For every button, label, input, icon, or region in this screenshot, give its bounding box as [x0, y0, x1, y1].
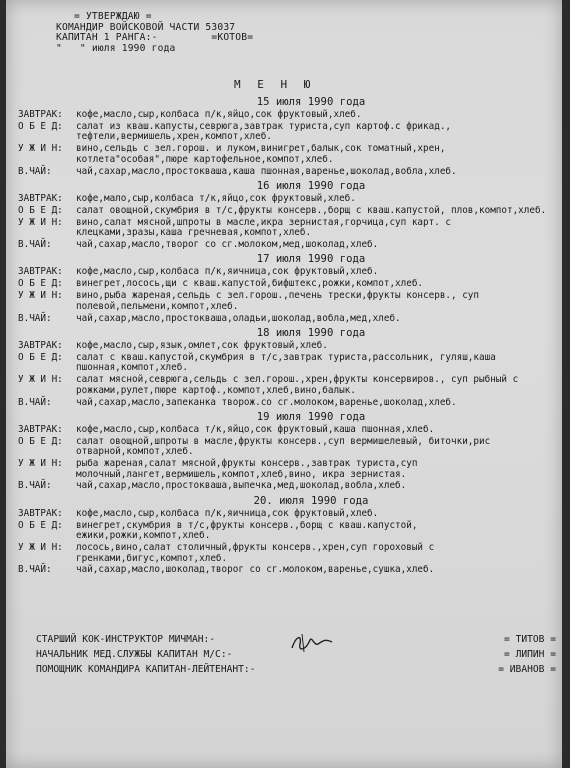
meal-row	[18, 425, 554, 435]
meal-row	[18, 521, 554, 542]
meal-label: О Б Е Д:	[18, 278, 63, 290]
meal-row	[18, 481, 554, 491]
meal-items: чай,сахар,масло,запеканка творож.со сг.молоком,варенье,шоколад,хлеб.	[76, 396, 457, 408]
signatory-name: = ЛИПИН =	[504, 649, 556, 660]
meal-label: В.ЧАЙ:	[18, 396, 52, 408]
meal-label: ЗАВТРАК:	[18, 423, 63, 435]
commander-line: КОМАНДИР ВОЙСКОВОЙ ЧАСТИ 53037	[56, 21, 236, 33]
signatory-name: = ИВАНОВ =	[498, 664, 556, 675]
meal-row	[18, 398, 554, 408]
meal-label: В.ЧАЙ:	[18, 480, 52, 492]
meal-items: кофе,масло,сыр,колбаса п/к,яйцо,сок фруктовый,хлеб.	[76, 109, 362, 120]
meal-items: вино,салат мясной,шпроты в масле,икра зернистая,горчица,суп карт. с клецками,зразы,каша гречневая,компот,хлеб.	[76, 216, 452, 239]
meal-label: ЗАВТРАК:	[18, 109, 63, 120]
meal-label: О Б Е Д:	[18, 120, 63, 132]
menu-title: М Е Н Ю	[234, 78, 316, 91]
day-date: 19 июля 1990 года	[256, 410, 366, 423]
meal-label: О Б Е Д:	[18, 204, 63, 216]
meal-label: В.ЧАЙ:	[18, 165, 52, 177]
meal-row	[18, 267, 554, 277]
meal-items: кофе,масло,сыр,колбаса п/к,яичница,сок фруктовый,хлеб.	[76, 266, 379, 278]
meal-row	[18, 375, 554, 396]
meal-row	[18, 543, 554, 564]
meal-row	[18, 341, 554, 351]
day-date: 15 июля 1990 года	[256, 96, 366, 108]
meal-items: салат мясной,севрюга,сельдь с зел.горош.,хрен,фрукты консервиров., суп рыбный с рожками,рулет,пюре картоф.,компот,хлеб,вино,балык.	[76, 374, 519, 396]
meal-row	[18, 144, 554, 165]
rank-line: КАПИТАН 1 РАНГА:- =КОТОВ=	[56, 32, 254, 43]
meal-row	[18, 110, 554, 120]
meal-items: вино,сельдь с зел.горош. и луком,винигрет,балык,сок томатный,хрен, котлета"особая",пюре картофельное,компот,хлеб.	[76, 143, 446, 165]
meal-label: О Б Е Д:	[18, 351, 63, 363]
meal-items: лосось,вино,салат столичный,фрукты консерв.,хрен,суп гороховый с гренками,бигус,компот,хлеб.	[76, 542, 435, 564]
meal-items: чай,сахар,масло,простокваша,оладьи,шоколад,вобла,мед,хлеб.	[76, 312, 401, 324]
approval-date: " " июля 1990 года	[56, 42, 176, 54]
meal-label: У Ж И Н:	[18, 143, 63, 155]
meal-label: В.ЧАЙ:	[18, 239, 52, 251]
meal-items: вино,рыба жареная,сельдь с зел.горош.,печень трески,фрукты консерв., суп полевой,пельмени,компот,хлеб.	[76, 290, 479, 312]
signatory-title: ПОМОЩНИК КОМАНДИРА КАПИТАН-ЛЕЙТЕНАНТ:-	[36, 664, 256, 675]
meal-row	[18, 240, 554, 250]
day-date: 16 июля 1990 года	[256, 179, 366, 192]
meal-row	[18, 353, 554, 374]
meal-label: У Ж И Н:	[18, 374, 63, 386]
meal-items: рыба жареная,салат мясной,фрукты консерв.,завтрак туриста,суп молочный,лангет,вермишель,компот,хлеб,вино, икра зернистая.	[76, 458, 418, 480]
meal-items: кофе,масло,сыр,язык,омлет,сок фруктовый,хлеб.	[76, 340, 328, 351]
signatory-name: = ТИТОВ =	[504, 634, 556, 645]
meal-label: О Б Е Д:	[18, 435, 63, 447]
signatory-title: СТАРШИЙ КОК-ИНСТРУКТОР МИЧМАН:-	[36, 634, 216, 645]
meal-label: У Ж И Н:	[18, 216, 63, 228]
meal-label: У Ж И Н:	[18, 290, 63, 302]
meal-items: чай,сахар,масло,простокваша,каша пшонная,варенье,шоколад,вобла,хлеб.	[76, 165, 457, 177]
meal-items: кофе,масло,сыр,колбаса п/к,яичница,сок фруктовый,хлеб.	[76, 507, 379, 519]
meal-label: ЗАВТРАК:	[18, 340, 63, 351]
meal-items: салат овощной,скумбрия в т/с,фрукты консерв.,борщ с кваш.капустой, плов,компот,хлеб.	[76, 204, 547, 216]
meal-items: чай,сахар,масло,простокваша,выпечка,мед,шоколад,вобла,хлеб.	[76, 480, 407, 492]
day-date: 18 июля 1990 года	[256, 327, 366, 339]
meal-items: винегрет,лосось,щи с кваш.капустой,бифштекс,рожки,компот,хлеб.	[76, 278, 424, 290]
approval-title: = УТВЕРЖДАЮ =	[74, 11, 152, 22]
meal-label: ЗАВТРАК:	[18, 266, 63, 278]
meal-items: чай,сахар,масло,шоколад,творог со сг.молоком,варенье,сушка,хлеб.	[76, 564, 435, 576]
handwritten-signature	[288, 630, 336, 656]
signature-row	[36, 662, 556, 677]
meal-row	[18, 194, 554, 204]
meal-label: ЗАВТРАК:	[18, 192, 63, 204]
meal-row	[18, 218, 554, 239]
meal-row	[18, 509, 554, 519]
meal-row	[18, 437, 554, 458]
day-date: 20. июля 1990 года	[253, 494, 369, 507]
meal-label: ЗАВТРАК:	[18, 507, 63, 519]
meal-row	[18, 314, 554, 324]
meal-row	[18, 122, 554, 143]
day-date: 17 июля 1990 года	[256, 253, 366, 266]
meal-label: У Ж И Н:	[18, 542, 63, 554]
meal-label: О Б Е Д:	[18, 519, 63, 531]
meal-items: кофе,масло,сыр,колбаса т/к,яйцо,сок фруктовый,каша пшонная,хлеб.	[76, 423, 435, 435]
meal-label: В.ЧАЙ:	[18, 564, 52, 576]
menu-days	[18, 93, 554, 577]
meal-row	[18, 565, 554, 575]
meal-items: кофе,мало,сыр,колбаса т/к,яйцо,сок фруктовый,хлеб.	[76, 192, 356, 204]
meal-label: У Ж И Н:	[18, 458, 63, 470]
meal-row	[18, 459, 554, 480]
meal-label: В.ЧАЙ:	[18, 312, 52, 324]
meal-items: салат овощной,шпроты в масле,фрукты консерв.,суп вермишелевый, биточки,рис отварной,компот,хлеб.	[76, 435, 491, 458]
meal-row	[18, 206, 554, 216]
meal-items: салат из кваш.капусты,севрюга,завтрак туриста,суп картоф.с фрикад., тефтели,вермишель,хрен,компот,хлеб.	[76, 120, 452, 143]
document-sheet	[6, 0, 562, 768]
meal-items: чай,сахар,масло,творог со сг.молоком,мед,шоколад,хлеб.	[76, 239, 379, 251]
meal-items: винегрет,скумбрия в т/с,фрукты консерв.,борщ с кваш.капустой, ежики,рожки,компот,хлеб.	[76, 519, 418, 542]
meal-row	[18, 279, 554, 289]
meal-row	[18, 167, 554, 177]
meal-row	[18, 291, 554, 312]
meal-items: салат с кваш.капустой,скумбрия в т/с,завтрак туриста,рассольник, гуляш,каша пшонная,компот,хлеб.	[76, 351, 496, 374]
approval-header	[56, 12, 253, 54]
signatory-title: НАЧАЛЬНИК МЕД.СЛУЖБЫ КАПИТАН М/С:-	[36, 649, 233, 660]
